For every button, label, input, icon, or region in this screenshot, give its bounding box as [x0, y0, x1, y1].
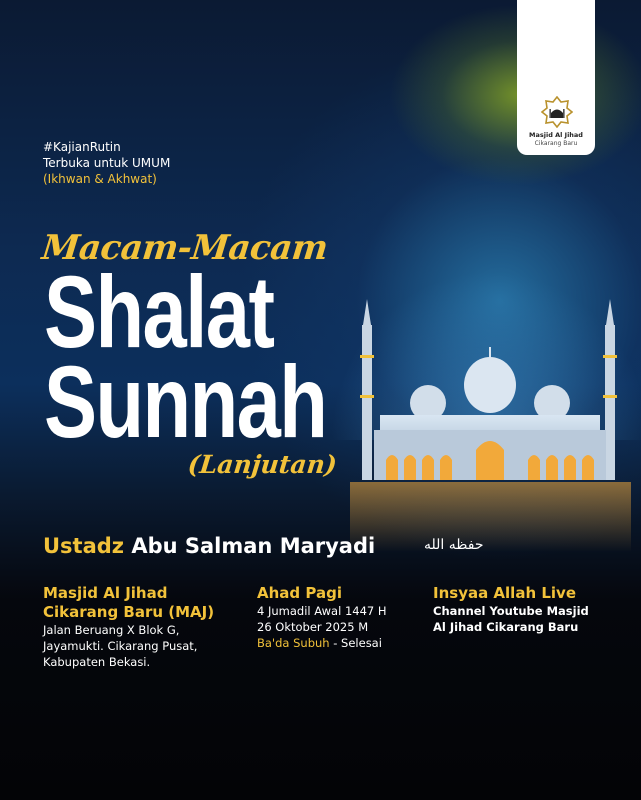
schedule-time [257, 635, 427, 651]
venue-address-line-2: Jayamukti. Cikarang Pusat, [43, 639, 198, 653]
schedule-hijri-date: 4 Jumadil Awal 1447 H [257, 604, 387, 618]
logo-text-primary: Masjid Al Jihad [529, 131, 583, 139]
open-to-public: Terbuka untuk UMUM [43, 156, 171, 170]
heading-line-1: Shalat [44, 255, 274, 369]
heading-script-bottom: (Lanjutan) [186, 450, 339, 479]
mosque-logo-icon [541, 96, 573, 128]
schedule-day: Ahad Pagi [257, 584, 342, 602]
live-channel-line-1: Channel Youtube Masjid [433, 604, 589, 618]
speaker-honorific: حفظه الله [424, 537, 484, 553]
schedule-gregorian-date: 26 Oktober 2025 M [257, 620, 369, 634]
venue-address-line-1: Jalan Beruang X Blok G, [43, 623, 180, 637]
live-heading: Insyaa Allah Live [433, 584, 576, 602]
audience: (Ikhwan & Akhwat) [43, 172, 157, 186]
speaker [43, 534, 375, 558]
venue-name-line-1: Masjid Al Jihad [43, 584, 168, 602]
schedule-time-separator: - [329, 636, 342, 650]
logo-text-secondary: Cikarang Baru [534, 140, 578, 147]
heading-line-2: Sunnah [44, 345, 327, 459]
schedule-time-start: Ba'da Subuh [257, 636, 330, 650]
speaker-name: Abu Salman Maryadi [131, 534, 376, 558]
live-info [433, 584, 633, 635]
schedule-time-end: Selesai [341, 636, 382, 650]
venue-name-line-2: Cikarang Baru (MAJ) [43, 603, 215, 621]
live-channel-line-2: Al Jihad Cikarang Baru [433, 620, 579, 634]
logo-card [517, 0, 595, 155]
event-tags [43, 139, 170, 187]
hashtag: #KajianRutin [43, 140, 121, 154]
heading-script-top: Macam-Macam [39, 228, 330, 268]
venue-address-line-3: Kabupaten Bekasi. [43, 655, 151, 669]
venue-info [43, 584, 243, 670]
mosque-illustration [340, 285, 641, 585]
schedule-info [257, 584, 427, 651]
speaker-title: Ustadz [43, 534, 125, 558]
